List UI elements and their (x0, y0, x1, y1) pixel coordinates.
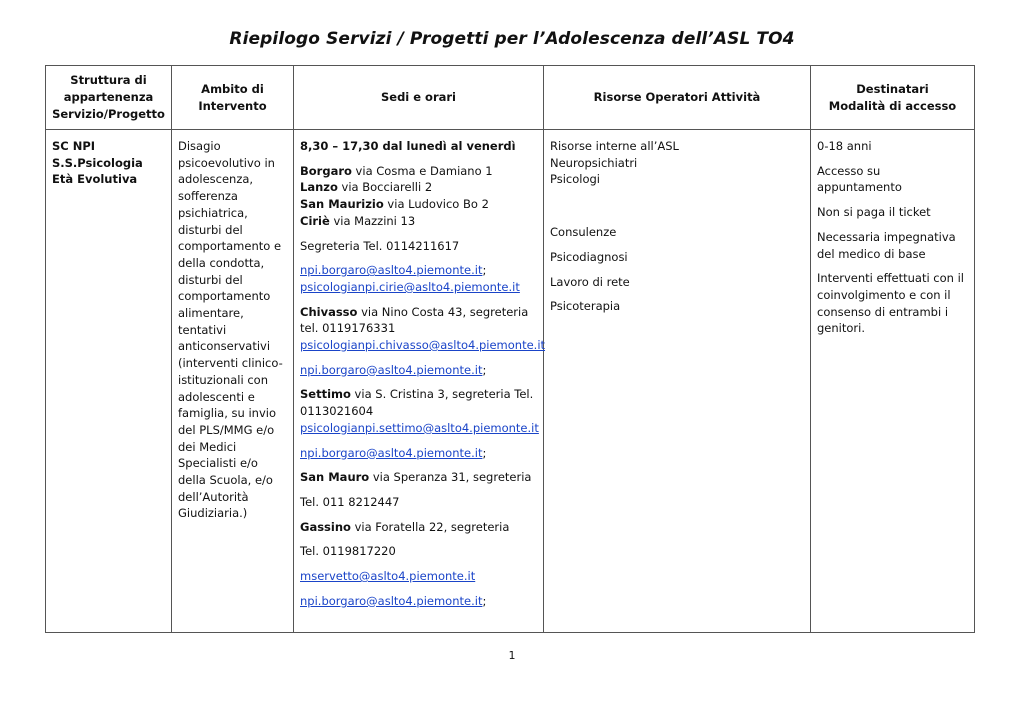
struttura-line2: S.S.Psicologia Età Evolutiva (52, 155, 143, 187)
header-destinatari (811, 66, 975, 130)
cell-destinatari (811, 130, 975, 633)
risorse-interne: Risorse interne all’ASL (550, 139, 679, 153)
header-struttura: Struttura di appartenenza Servizio/Progetto (46, 66, 172, 130)
services-table (45, 65, 975, 633)
email-link-settimo[interactable]: psicologianpi.settimo@aslto4.piemonte.it (300, 420, 539, 435)
risorse-lavoro-rete: Lavoro di rete (550, 274, 630, 289)
email-link-chivasso[interactable]: psicologianpi.chivasso@aslto4.piemonte.it (300, 338, 546, 353)
cell-ambito (172, 130, 294, 633)
sede-lanzo: Lanzo via Bocciarelli 2 (300, 180, 433, 195)
risorse-psicologi: Psicologi (550, 172, 601, 187)
sede-chivasso: Chivasso via Nino Costa 43, segreteria tel. 0119176331 (300, 304, 529, 336)
struttura-line1: SC NPI (52, 139, 96, 153)
sede-cirie: Ciriè via Mazzini 13 (300, 213, 416, 228)
sede-san-maurizio: San Maurizio via Ludovico Bo 2 (300, 197, 489, 212)
cell-sedi (294, 130, 544, 633)
gassino-tel: Tel. 0119817220 (300, 544, 396, 559)
risorse-consulenze: Consulenze (550, 225, 617, 240)
risorse-neuropsichiatri: Neuropsichiatri (550, 155, 638, 170)
destinatari-impegnativa: Necessaria impegnativa del medico di base (817, 229, 956, 261)
destinatari-accesso: Accesso su appuntamento (817, 163, 902, 195)
email-link-borgaro-2[interactable]: npi.borgaro@aslto4.piemonte.it; (300, 362, 487, 377)
cell-struttura (46, 130, 172, 633)
sede-settimo: Settimo via S. Cristina 3, segreteria Tel. 0113021604 (300, 387, 534, 419)
risorse-psicoterapia: Psicoterapia (550, 299, 621, 314)
risorse-psicodiagnosi: Psicodiagnosi (550, 249, 628, 264)
email-link-borgaro-3[interactable]: npi.borgaro@aslto4.piemonte.it; (300, 445, 487, 460)
email-link-mservetto[interactable]: mservetto@aslto4.piemonte.it (300, 569, 476, 584)
header-risorse: Risorse Operatori Attività (544, 66, 811, 130)
sede-gassino: Gassino via Foratella 22, segreteria (300, 519, 510, 534)
header-destinatari-line2: Modalità di accesso (828, 98, 957, 113)
table-row (46, 130, 975, 633)
sede-borgaro: Borgaro via Cosma e Damiano 1 (300, 163, 493, 178)
email-link-borgaro[interactable]: npi.borgaro@aslto4.piemonte.it; (300, 263, 487, 278)
destinatari-ticket: Non si paga il ticket (817, 205, 931, 220)
header-ambito: Ambito di Intervento (172, 66, 294, 130)
sede-san-mauro: San Mauro via Speranza 31, segreteria (300, 470, 532, 485)
cell-risorse (544, 130, 811, 633)
san-mauro-tel: Tel. 011 8212447 (300, 494, 400, 509)
page-number: 1 (508, 649, 516, 662)
orari-text: 8,30 – 17,30 dal lunedì al venerdì (300, 139, 516, 153)
header-destinatari-line1: Destinatari (856, 81, 929, 96)
header-sedi: Sedi e orari (294, 66, 544, 130)
table-header-row (46, 66, 975, 130)
segreteria-text: Segreteria Tel. 0114211617 (300, 238, 460, 253)
ambito-text: Disagio psicoevolutivo in adolescenza, sofferenza psichiatrica, disturbi del comportamento e della condotta, disturbi del comportamento alimentare, tentativi anticonservativi (interventi clinico-istituzionali con adolescenti e famiglia, su invio del PLS/MMG e/o dei Medici Specialisti e/o della Scuola, e/o dell’Autorità Giudiziaria.) (178, 139, 283, 521)
destinatari-interventi: Interventi effettuati con il coinvolgimento e con il consenso di entrambi i genitori. (817, 271, 965, 336)
email-link-borgaro-4[interactable]: npi.borgaro@aslto4.piemonte.it; (300, 593, 487, 608)
document-title: Riepilogo Servizi / Progetti per l’Adolescenza dell’ASL TO4 (229, 29, 795, 49)
email-link-cirie[interactable]: psicologianpi.cirie@aslto4.piemonte.it (300, 279, 520, 294)
destinatari-eta: 0-18 anni (817, 139, 872, 153)
